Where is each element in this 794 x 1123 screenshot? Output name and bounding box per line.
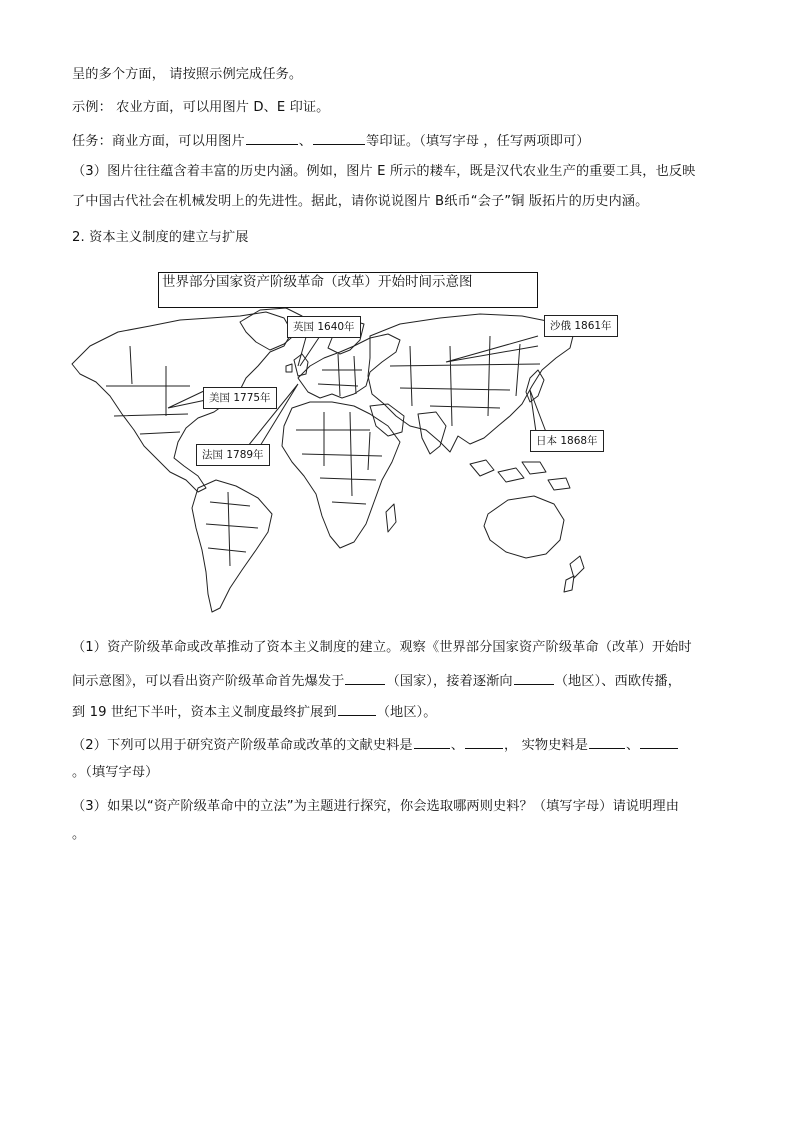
new-zealand-outline — [564, 556, 584, 592]
question-3-line-2: 了中国古代社会在机械发明上的先进性。据此，请你说说图片 B纸币“会子”铜 版拓片的历史内涵。 — [72, 194, 649, 209]
q1-line-2 — [72, 671, 681, 691]
australia-outline — [484, 496, 564, 558]
q2-line-1-part-b: ， 实物史料是 — [503, 738, 589, 753]
answer-blank-q1-region-1[interactable] — [514, 671, 554, 685]
africa-internal — [296, 412, 382, 504]
callout-japan: 日本 1868年 — [530, 430, 604, 452]
callout-usa: 美国 1775年 — [203, 387, 277, 409]
answer-blank-q2-doc-2[interactable] — [465, 735, 503, 749]
q1-line-3 — [72, 702, 437, 722]
answer-blank-q2-object-2[interactable] — [640, 735, 678, 749]
continent-outlines — [72, 308, 584, 612]
callout-russia: 沙俄 1861年 — [544, 315, 618, 337]
question-3-line-1: （3）图片往往蕴含着丰富的历史内涵。例如，图片 E 所示的耧车，既是汉代农业生产的重要工具，也反映 — [72, 164, 696, 179]
q1-line-3-part-a: 到 19 世纪下半叶，资本主义制度最终扩展到 — [72, 705, 337, 720]
answer-blank-q2-doc-1[interactable] — [414, 735, 450, 749]
answer-blank-task-1[interactable] — [246, 131, 298, 145]
pointer-usa — [168, 390, 206, 408]
pointer-russia — [446, 336, 538, 362]
task-separator: 、 — [298, 134, 313, 149]
madagascar-outline — [386, 504, 396, 532]
section-title: 2. 资本主义制度的建立与扩展 — [72, 230, 249, 245]
map-title: 世界部分国家资产阶级革命（改革）开始时间示意图 — [158, 272, 538, 308]
africa-outline — [282, 402, 400, 548]
europe-outline — [298, 334, 400, 398]
task-line — [72, 131, 590, 151]
q1-line-2-part-a: 间示意图》，可以看出资产阶级革命首先爆发于 — [72, 674, 345, 689]
world-map-figure — [70, 266, 634, 618]
japan-outline — [526, 370, 544, 402]
north-america-internal — [106, 346, 190, 434]
callout-britain: 英国 1640年 — [287, 316, 361, 338]
example-line: 示例： 农业方面，可以用图片 D、E 印证。 — [72, 100, 330, 115]
answer-blank-task-2[interactable] — [313, 131, 365, 145]
callout-france: 法国 1789年 — [196, 444, 270, 466]
british-isles-outline — [286, 354, 308, 376]
europe-internal — [318, 354, 362, 396]
q2-line-2: 。（填写字母） — [72, 765, 159, 780]
answer-blank-q2-object-1[interactable] — [589, 735, 625, 749]
q3-line-1: （3）如果以“资产阶级革命中的立法”为主题进行探究，你会选取哪两则史料？（填写字母）请说明理由 — [72, 799, 679, 814]
task-suffix: 等印证。（填写字母 ，任写两项即可） — [366, 134, 590, 149]
q2-line-1 — [72, 735, 679, 755]
india-outline — [418, 412, 446, 454]
q1-line-3-part-b: （地区）。 — [376, 705, 437, 720]
southeast-asia-islands — [470, 460, 570, 490]
q2-line-1-part-a: （2）下列可以用于研究资产阶级革命或改革的文献史料是 — [72, 738, 413, 753]
q1-line-1: （1）资产阶级革命或改革推动了资本主义制度的建立。观察《世界部分国家资产阶级革命（改革）开始时 — [72, 640, 692, 655]
q1-line-2-part-b: （国家），接着逐渐向 — [386, 674, 513, 689]
q2-separator-1: 、 — [450, 738, 464, 753]
q2-separator-2: 、 — [626, 738, 640, 753]
south-america-outline — [192, 480, 272, 612]
south-america-internal — [206, 492, 258, 566]
text-line-1: 呈的多个方面， 请按照示例完成任务。 — [72, 67, 303, 82]
answer-blank-q1-country[interactable] — [345, 671, 385, 685]
answer-blank-q1-region-2[interactable] — [338, 702, 376, 716]
arabia-outline — [370, 404, 404, 436]
q1-line-2-part-c: （地区）、西欧传播， — [554, 674, 681, 689]
task-prefix: 任务：商业方面，可以用图片 — [72, 134, 245, 149]
q3-line-2: 。 — [72, 827, 86, 842]
